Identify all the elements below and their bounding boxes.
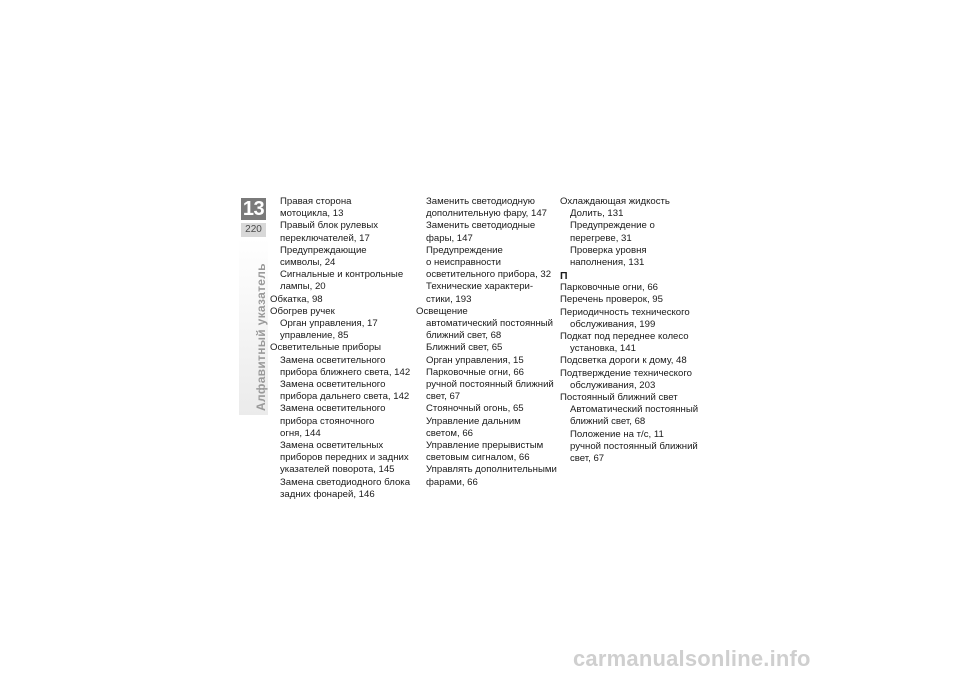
index-entry: фарами, 66 (426, 476, 478, 488)
chapter-number: 13 (242, 198, 265, 220)
index-entry: ручной постоянный ближний (570, 440, 698, 452)
index-entry: указателей поворота, 145 (280, 464, 395, 476)
index-entry: Замена осветительного (280, 354, 386, 366)
index-entry: Управление дальним (426, 415, 521, 427)
index-entry: Подкат под переднее колесо (560, 331, 689, 343)
index-entry: Положение на т/с, 11 (570, 428, 664, 440)
index-entry: прибора ближнего света, 142 (280, 366, 411, 378)
index-column-3 (560, 196, 698, 465)
index-entry: светом, 66 (426, 427, 474, 439)
index-entry: Стояночный огонь, 65 (426, 403, 524, 415)
watermark: carmanualsonline.info (573, 646, 811, 671)
index-entry: осветительного прибора, 32 (426, 269, 552, 281)
index-letter-heading: П (560, 270, 568, 283)
index-entry: Заменить светодиодные (426, 220, 536, 232)
index-entry: Периодичность технического (560, 306, 690, 318)
index-entry: Замена светодиодного блока (280, 476, 411, 488)
index-entry: стики, 193 (426, 293, 472, 305)
index-entry: лампы, 20 (280, 281, 326, 293)
index-entry: приборов передних и задних (280, 452, 409, 464)
index-entry: Парковочные огни, 66 (560, 282, 659, 294)
section-title: Алфавитный указатель (254, 263, 268, 411)
index-entry: Орган управления, 15 (426, 354, 524, 366)
index-entry: прибора дальнего света, 142 (280, 391, 410, 403)
page-number: 220 (241, 223, 266, 237)
index-column-1 (270, 196, 410, 501)
index-entry: установка, 141 (570, 343, 636, 355)
index-column-2 (416, 196, 557, 489)
index-entry: Долить, 131 (570, 208, 624, 220)
index-entry: ручной постоянный ближний (426, 379, 554, 391)
index-entry: Замена осветительного (280, 379, 386, 391)
index-entry: Управлять дополнительными (426, 464, 557, 476)
index-entry: Орган управления, 17 (280, 318, 378, 330)
index-entry: фары, 147 (426, 232, 473, 244)
index-entry: Замена осветительного (280, 403, 386, 415)
index-entry: о неисправности (426, 257, 501, 269)
index-entry: Обогрев ручек (270, 305, 335, 317)
index-entry: Обкатка, 98 (270, 293, 323, 305)
index-entry: управление, 85 (280, 330, 349, 342)
index-entry: огня, 144 (280, 427, 321, 439)
index-entry: переключателей, 17 (280, 232, 370, 244)
index-entry: Подсветка дороги к дому, 48 (560, 355, 687, 367)
index-entry: Парковочные огни, 66 (426, 366, 525, 378)
index-entry: Технические характери- (426, 281, 534, 293)
index-entry: Предупреждающие (280, 244, 367, 256)
index-entry: Управление прерывистым (426, 440, 544, 452)
index-entry: Заменить светодиодную (426, 196, 535, 207)
index-entry: Правый блок рулевых (280, 220, 379, 232)
index-entry: Перечень проверок, 95 (560, 294, 663, 306)
index-entry: Предупреждение о (570, 220, 655, 232)
index-entry: Осветительные приборы (270, 342, 382, 354)
index-entry: дополнительную фару, 147 (426, 208, 547, 220)
index-entry: перегреве, 31 (570, 232, 632, 244)
index-entry: мотоцикла, 13 (280, 208, 344, 220)
index-entry: Автоматический постоянный (570, 404, 699, 416)
index-entry: Сигнальные и контрольные (280, 269, 404, 281)
index-entry: ближний свет, 68 (426, 330, 502, 342)
index-entry: Ближний свет, 65 (426, 342, 503, 354)
index-entry: автоматический постоянный (426, 318, 554, 330)
index-entry: прибора стояночного (280, 415, 375, 427)
index-entry: световым сигналом, 66 (426, 452, 530, 464)
index-entry: задних фонарей, 146 (280, 488, 375, 500)
index-entry: Освещение (416, 305, 468, 317)
index-entry: Постоянный ближний свет (560, 392, 678, 404)
index-entry: Охлаждающая жидкость (560, 196, 670, 207)
index-entry: обслуживания, 203 (570, 379, 656, 391)
index-entry: ближний свет, 68 (570, 416, 646, 428)
index-entry: наполнения, 131 (570, 257, 645, 269)
index-entry: Правая сторона (280, 196, 352, 207)
index-entry: обслуживания, 199 (570, 318, 656, 330)
index-entry: Предупреждение (426, 244, 503, 256)
index-entry: Подтверждение технического (560, 367, 692, 379)
index-entry: символы, 24 (280, 257, 336, 269)
index-entry: Проверка уровня (570, 244, 647, 256)
index-entry: Замена осветительных (280, 440, 384, 452)
index-entry: свет, 67 (570, 453, 605, 465)
index-entry: свет, 67 (426, 391, 461, 403)
